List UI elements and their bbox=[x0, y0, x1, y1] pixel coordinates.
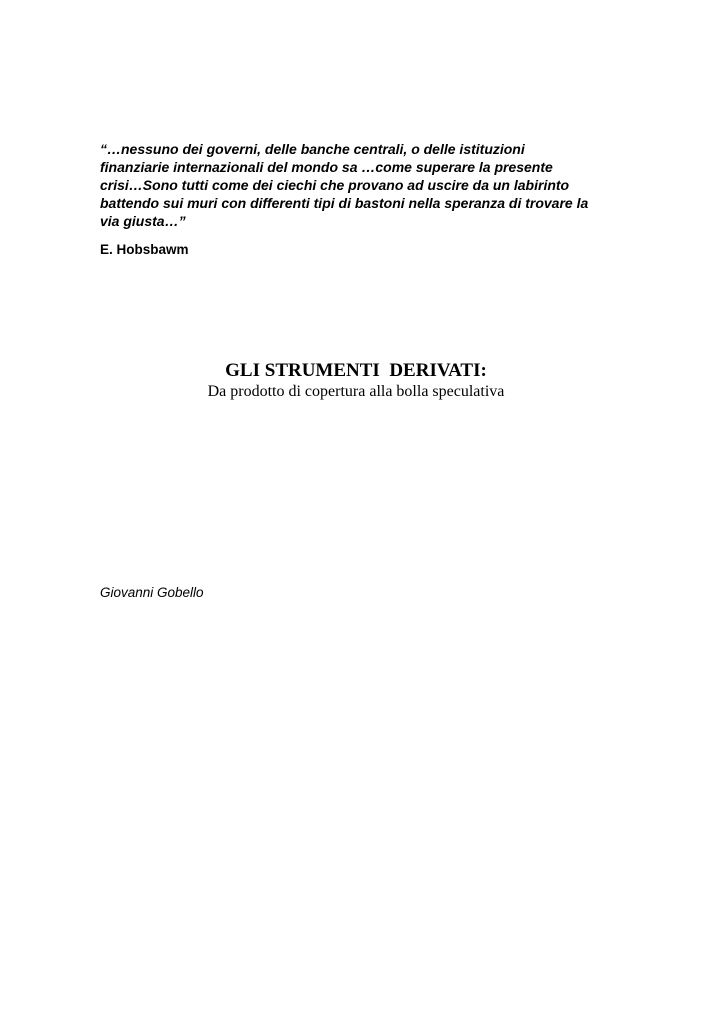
quote-line: finanziarie internazionali del mondo sa …come superare la presente bbox=[100, 159, 553, 175]
document-title: GLI STRUMENTI DERIVATI: bbox=[225, 360, 487, 381]
author-name: Giovanni Gobello bbox=[100, 585, 204, 600]
quote-line: “…nessuno dei governi, delle banche centrali, o delle istituzioni bbox=[100, 141, 525, 157]
quote-line: via giusta…” bbox=[100, 213, 186, 229]
quote-line: crisi…Sono tutti come dei ciechi che provano ad uscire da un labirinto bbox=[100, 177, 570, 193]
document-subtitle: Da prodotto di copertura alla bolla speculativa bbox=[207, 383, 505, 400]
epigraph-quote bbox=[100, 140, 620, 230]
quote-attribution: E. Hobsbawm bbox=[100, 242, 189, 257]
quote-line: battendo sui muri con differenti tipi di bastoni nella speranza di trovare la bbox=[100, 195, 589, 211]
